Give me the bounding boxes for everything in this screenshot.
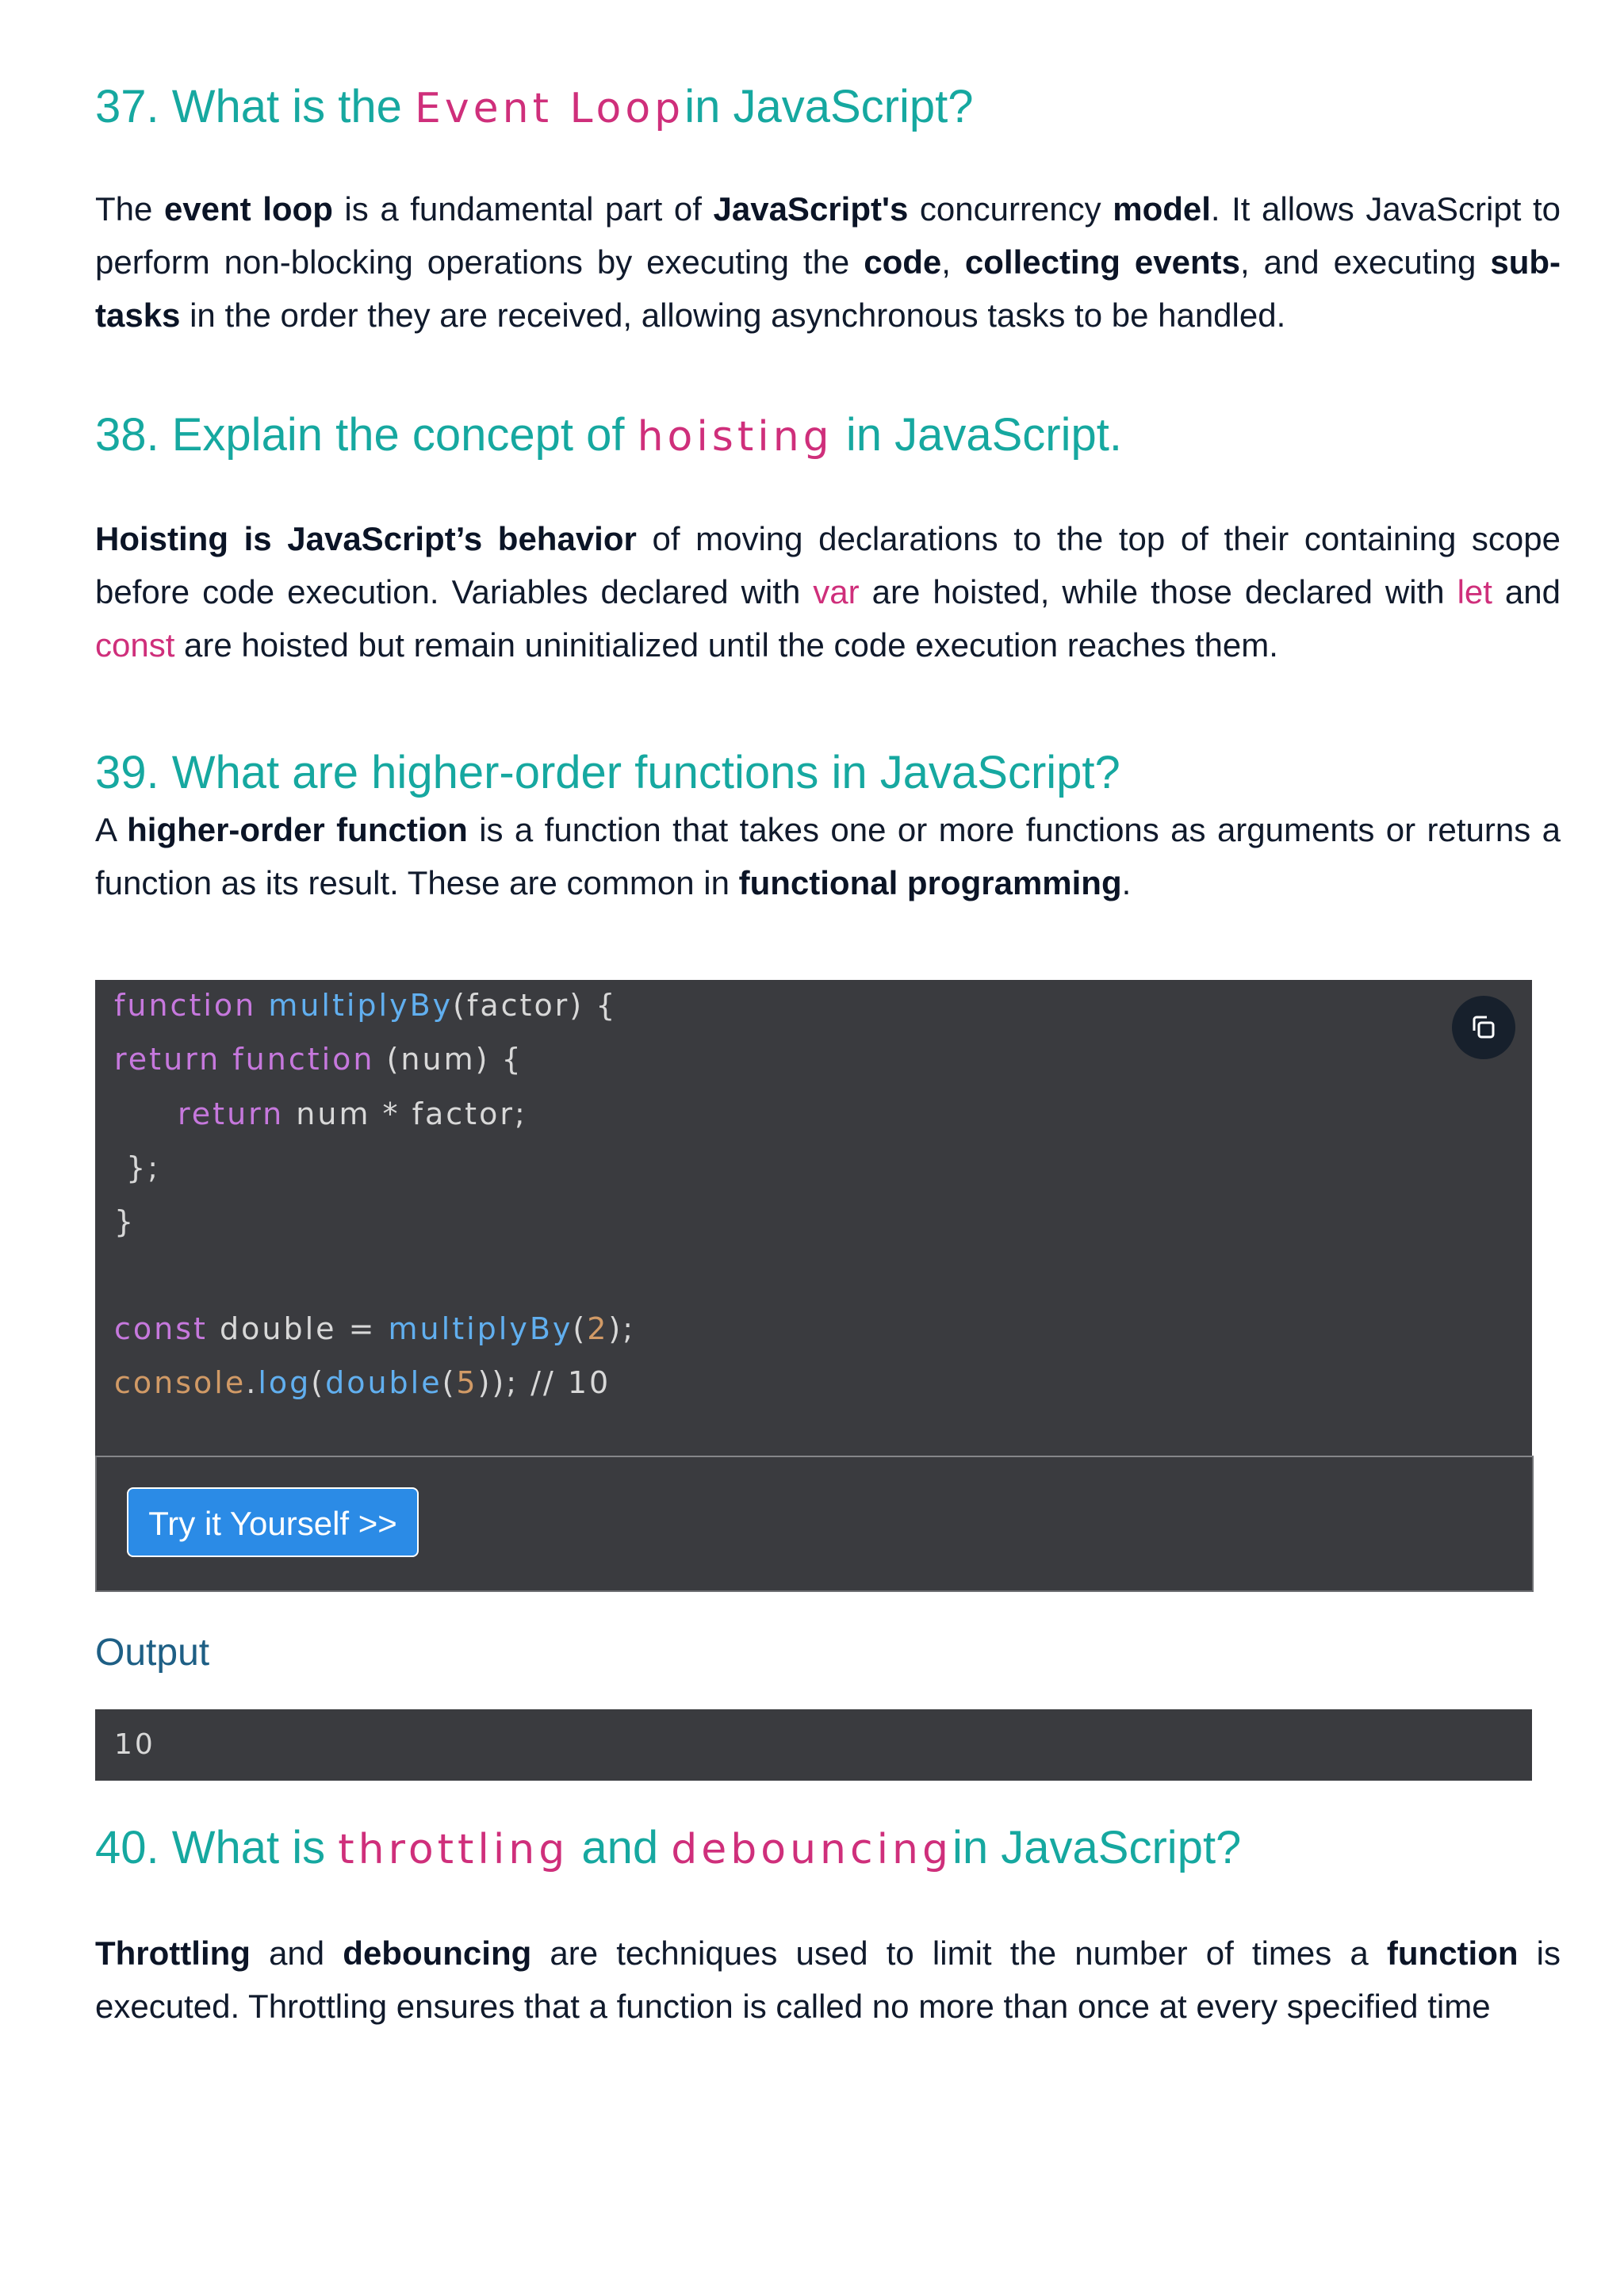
code-keyword: return function: [114, 1042, 375, 1077]
answer-text: A: [95, 811, 128, 848]
answer-text: . It allows JavaScript to perform non-blocking operations by executing the: [95, 190, 1561, 281]
answer-bold: higher-order function: [127, 811, 468, 848]
title-suffix: in JavaScript?: [952, 1822, 1242, 1873]
answer-bold: sub-tasks: [95, 243, 1561, 334]
code-text: (factor) {: [453, 988, 618, 1023]
title-mid: and: [569, 1822, 672, 1873]
answer-bold: code: [864, 243, 942, 281]
output-block: [95, 1709, 1532, 1781]
title-prefix: 40. What is: [95, 1822, 339, 1873]
question-40-answer: [95, 1927, 1561, 2033]
code-text: (: [442, 1365, 457, 1400]
code-keyword: function: [114, 988, 257, 1023]
title-keyword-2: debouncing: [671, 1826, 953, 1873]
code-function: double: [325, 1365, 442, 1400]
title-suffix: in JavaScript.: [833, 409, 1122, 461]
code-function: log: [258, 1365, 312, 1400]
answer-text: are techniques used to limit the number of times a: [531, 1934, 1387, 1972]
answer-bold: collecting events: [964, 243, 1240, 281]
answer-bold: Hoisting is JavaScript’s behavior: [95, 520, 637, 557]
code-line-1: [114, 985, 617, 1025]
code-text: )); // 10: [477, 1365, 611, 1400]
answer-text: and: [250, 1934, 343, 1972]
code-text: (num) {: [374, 1042, 523, 1077]
title-prefix: 38. Explain the concept of: [95, 409, 638, 461]
answer-text: is a fundamental part of: [332, 190, 714, 228]
code-text: .: [246, 1365, 259, 1400]
title-keyword-1: throttling: [338, 1826, 569, 1873]
title-prefix: 37. What is the: [95, 81, 415, 132]
code-line-7: [114, 1363, 611, 1402]
title-keyword: Event Loop: [414, 85, 685, 132]
answer-text: of moving declarations to the top of their containing scope before code execution. Variables declared with: [95, 520, 1561, 610]
title-keyword: hoisting: [637, 413, 833, 461]
code-block: [95, 980, 1532, 1457]
output-value: 10: [114, 1728, 155, 1761]
code-keyword: return: [178, 1096, 285, 1131]
code-function: multiplyBy: [256, 988, 454, 1023]
answer-text: are hoisted but remain uninitialized until the code execution reaches them.: [174, 626, 1278, 664]
code-function: multiplyBy: [388, 1311, 573, 1346]
answer-text: is a function that takes one or more functions as arguments or returns a function as its result. These are common in: [95, 811, 1561, 901]
answer-text: concurrency: [908, 190, 1113, 228]
question-37-answer: [95, 182, 1561, 342]
inline-code-const: const: [95, 626, 175, 664]
question-40-title: [95, 1820, 1241, 1877]
answer-text: .: [1121, 864, 1132, 901]
answer-text: The: [95, 190, 164, 228]
code-line-2: [114, 1039, 523, 1079]
question-38-title: [95, 408, 1122, 465]
answer-bold: model: [1113, 190, 1211, 228]
output-label: Output: [95, 1632, 210, 1674]
answer-text: ,: [941, 243, 965, 281]
code-number: 2: [587, 1311, 609, 1346]
answer-text: is executed. Throttling ensures that a function is called no more than once at every specified time: [95, 1934, 1561, 2025]
code-line-4: };: [114, 1150, 161, 1185]
code-keyword: const: [114, 1311, 208, 1346]
answer-text: in the order they are received, allowing asynchronous tasks to be handled.: [180, 297, 1286, 334]
code-text: );: [608, 1311, 636, 1346]
code-text: double =: [207, 1311, 389, 1346]
answer-bold: JavaScript's: [713, 190, 909, 228]
question-39-answer: [95, 803, 1561, 909]
code-text: (: [573, 1311, 588, 1346]
answer-text: and: [1492, 573, 1561, 610]
code-text: (: [311, 1365, 326, 1400]
code-text: num * factor;: [284, 1096, 527, 1131]
answer-bold: debouncing: [343, 1934, 532, 1972]
question-39-title: 39. What are higher-order functions in JavaScript?: [95, 747, 1120, 798]
copy-code-button[interactable]: [1452, 996, 1515, 1059]
answer-text: , and executing: [1239, 243, 1491, 281]
try-it-yourself-button[interactable]: Try it Yourself >>: [127, 1487, 419, 1557]
code-line-3: [178, 1094, 527, 1134]
code-number: 5: [456, 1365, 478, 1400]
code-line-6: [114, 1309, 635, 1349]
code-object: console: [114, 1365, 247, 1400]
answer-bold: functional programming: [738, 864, 1122, 901]
copy-icon: [1469, 1013, 1498, 1042]
answer-text: are hoisted, while those declared with: [859, 573, 1457, 610]
inline-code-let: let: [1457, 573, 1492, 610]
inline-code-var: var: [813, 573, 860, 610]
answer-bold: event loop: [163, 190, 333, 228]
code-line-5: }: [114, 1204, 136, 1239]
title-suffix: in JavaScript?: [684, 81, 974, 132]
question-38-answer: [95, 512, 1561, 672]
answer-bold: function: [1386, 1934, 1519, 1972]
question-37-title: [95, 79, 973, 136]
answer-bold: Throttling: [95, 1934, 251, 1972]
